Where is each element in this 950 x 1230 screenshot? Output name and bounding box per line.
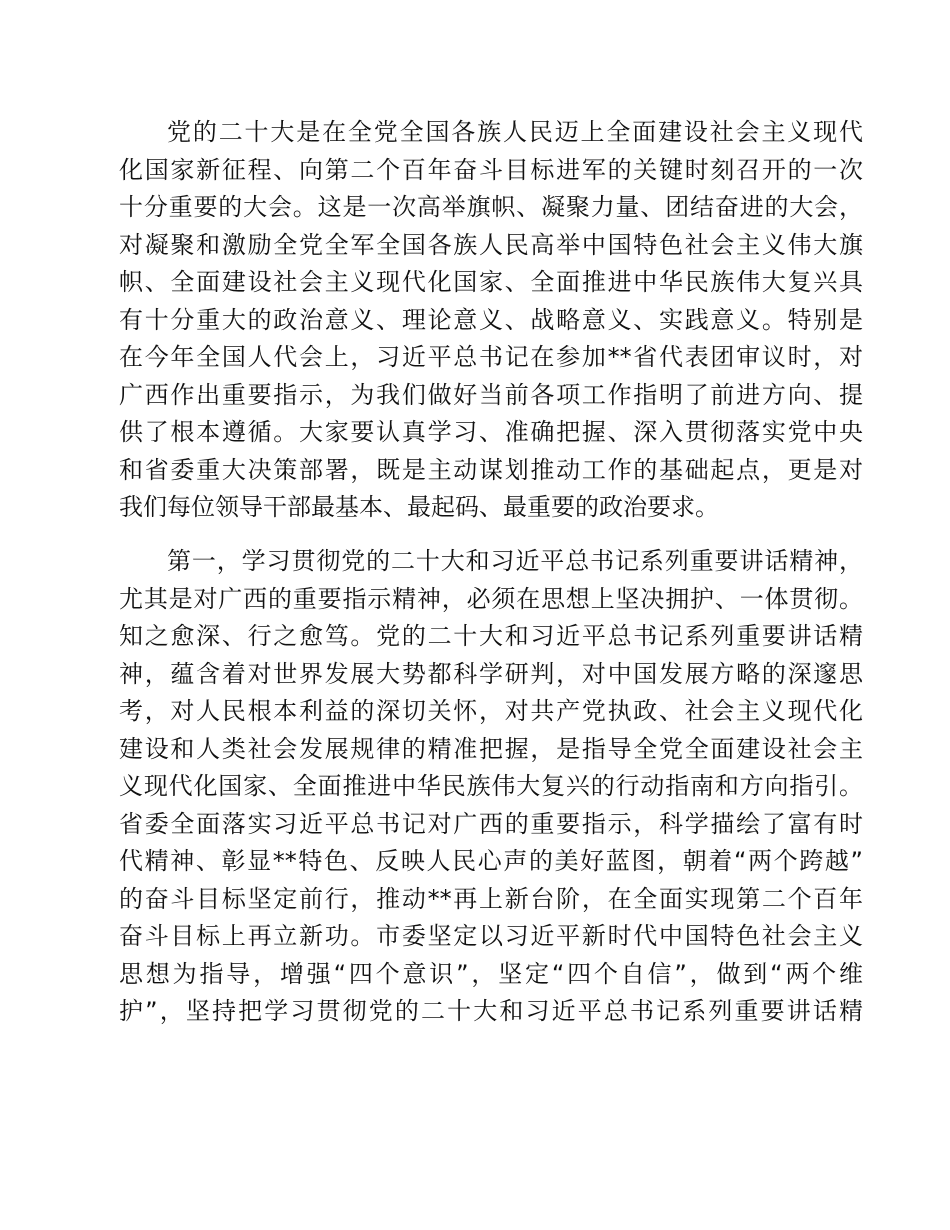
paragraph-line: 的奋斗目标坚定前行，推动**再上新台阶，在全面实现第二个百年 [119, 884, 863, 913]
paragraph-line: 义现代化国家、全面推进中华民族伟大复兴的行动指南和方向指引。 [119, 772, 863, 800]
paragraph-line: 有十分重大的政治意义、理论意义、战略意义、实践意义。特别是 [119, 305, 863, 334]
paragraph-line: 党的二十大是在全党全国各族人民迈上全面建设社会主义现代 [167, 118, 863, 146]
paragraph-line: 化国家新征程、向第二个百年奋斗目标进军的关键时刻召开的一次 [119, 155, 863, 184]
paragraph-line: 考，对人民根本利益的深切关怀，对共产党执政、社会主义现代化 [119, 697, 863, 725]
paragraph-line: 神，蕴含着对世界发展大势都科学研判，对中国发展方略的深邃思 [119, 659, 863, 688]
paragraph-line: 思想为指导，增强“四个意识”，坚定“四个自信”，做到“两个维 [119, 959, 863, 988]
paragraph-line: 代精神、彰显**特色、反映人民心声的美好蓝图，朝着“两个跨越” [119, 847, 863, 875]
paragraph-line: 奋斗目标上再立新功。市委坚定以习近平新时代中国特色社会主义 [119, 922, 863, 950]
paragraph-line: 我们每位领导干部最基本、最起码、最重要的政治要求。 [119, 493, 719, 521]
paragraph-line: 护”，坚持把学习贯彻党的二十大和习近平总书记系列重要讲话精 [119, 997, 863, 1025]
paragraph-line: 供了根本遵循。大家要认真学习、准确把握、深入贯彻落实党中央 [119, 418, 863, 446]
paragraph-line: 对凝聚和激励全党全军全国各族人民高举中国特色社会主义伟大旗 [119, 230, 863, 259]
paragraph-line: 省委全面落实习近平总书记对广西的重要指示，科学描绘了富有时 [119, 809, 863, 838]
paragraph-line: 知之愈深、行之愈笃。党的二十大和习近平总书记系列重要讲话精 [119, 622, 863, 650]
paragraph-line: 在今年全国人代会上，习近平总书记在参加**省代表团审议时，对 [119, 343, 863, 371]
paragraph-line: 建设和人类社会发展规律的精准把握，是指导全党全面建设社会主 [119, 734, 863, 763]
paragraph-1 [119, 114, 863, 527]
paragraph-line: 尤其是对广西的重要指示精神，必须在思想上坚决拥护、一体贯彻。 [119, 584, 863, 613]
paragraph-line: 和省委重大决策部署，既是主动谋划推动工作的基础起点，更是对 [119, 455, 863, 484]
paragraph-2 [119, 543, 863, 1031]
paragraph-line: 第一，学习贯彻党的二十大和习近平总书记系列重要讲话精神， [167, 547, 863, 575]
paragraph-line: 帜、全面建设社会主义现代化国家、全面推进中华民族伟大复兴具 [119, 268, 863, 296]
paragraph-line: 广西作出重要指示，为我们做好当前各项工作指明了前进方向、提 [119, 380, 863, 409]
paragraph-line: 十分重要的大会。这是一次高举旗帜、凝聚力量、团结奋进的大会， [119, 193, 863, 221]
